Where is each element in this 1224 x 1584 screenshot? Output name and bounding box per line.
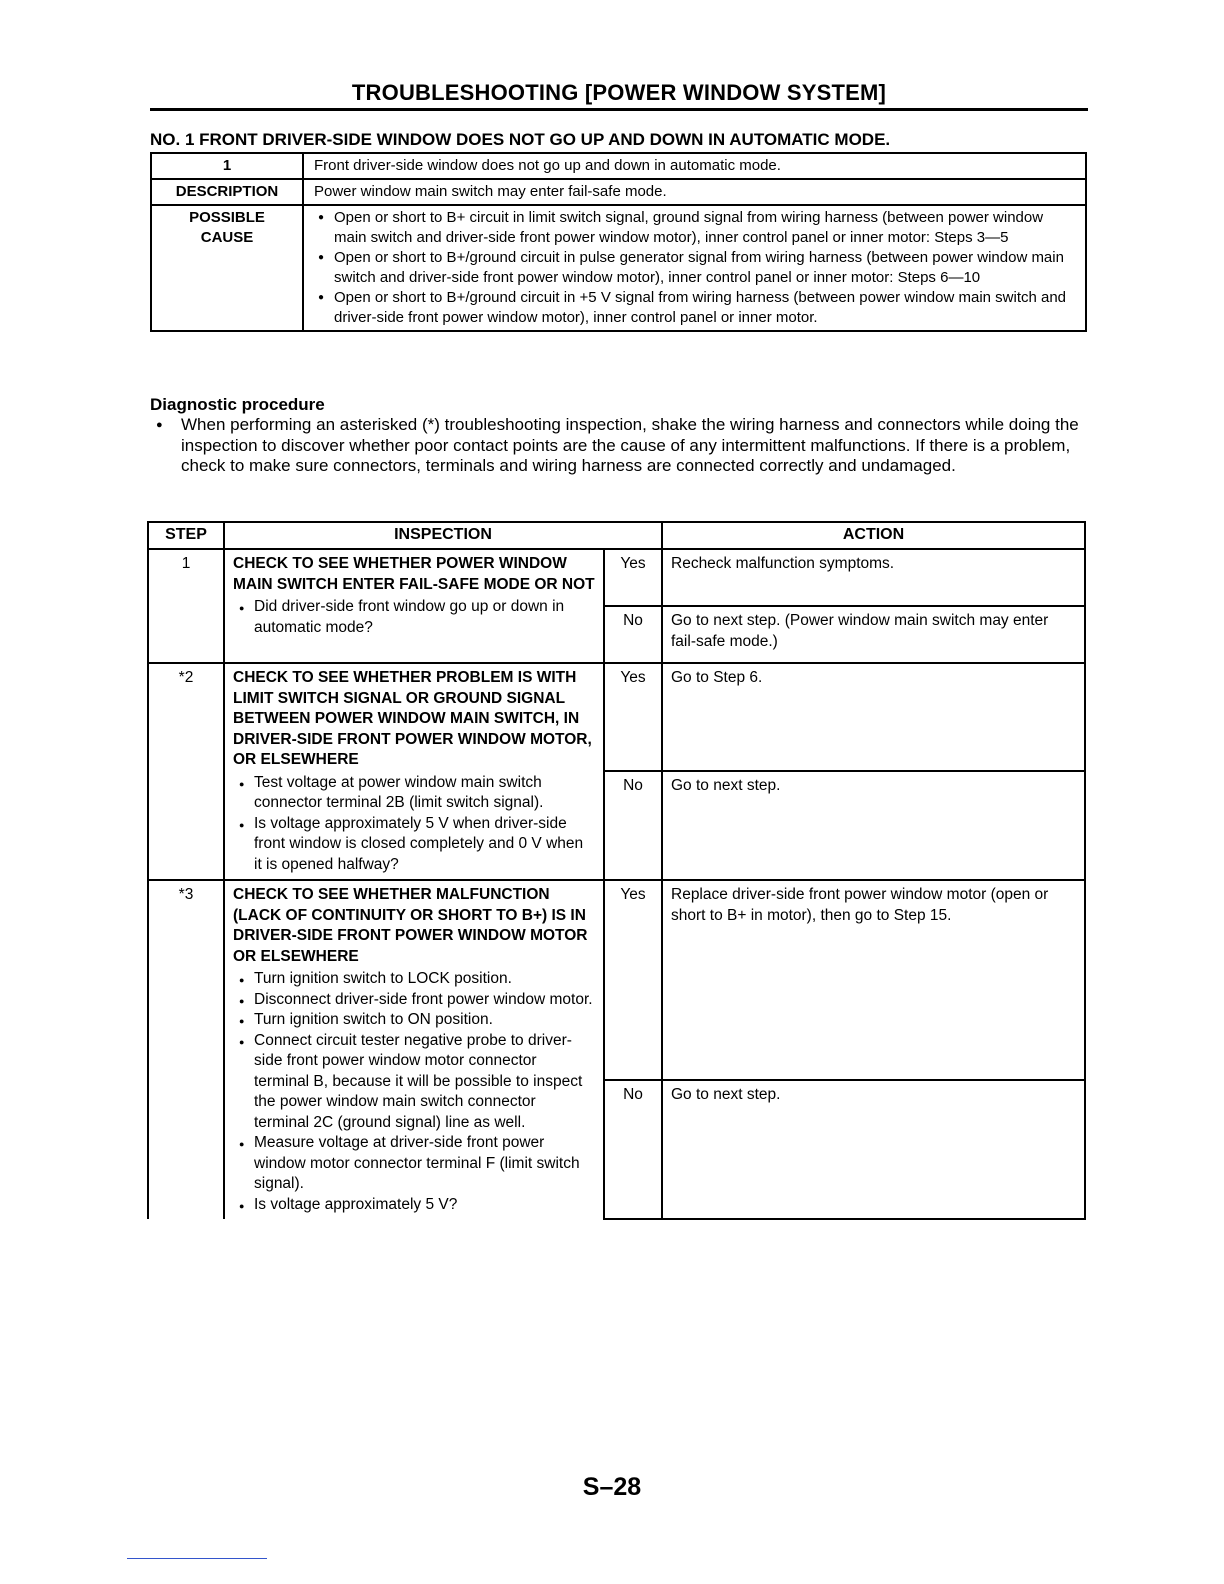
yes-action: Replace driver-side front power window motor (open or short to B+ in motor), then go to Step 15. [662, 880, 1085, 1080]
step-number: *3 [148, 880, 224, 1219]
summary-row-description [151, 179, 1086, 205]
inspection-bullet: ● Did driver-side front window go up or down in automatic mode? [233, 597, 595, 638]
possible-cause-label [151, 205, 303, 331]
possible-cause-label-line1: POSSIBLE [189, 209, 265, 226]
yes-label: Yes [604, 880, 662, 1080]
table-row [148, 880, 1085, 1080]
description-text: Power window main switch may enter fail-safe mode. [303, 179, 1086, 205]
inspection-bullet: ● Measure voltage at driver-side front power window motor connector terminal F (limit switch signal). [233, 1133, 595, 1195]
header-inspection: INSPECTION [224, 522, 662, 549]
header-action: ACTION [662, 522, 1085, 549]
inspection-bullet: ● Turn ignition switch to LOCK position. [233, 969, 595, 990]
yes-action: Go to Step 6. [662, 663, 1085, 771]
inspection-bullets [233, 773, 595, 876]
inspection-bullet: ● Connect circuit tester negative probe to driver-side front power window motor connector terminal B, because it will be possible to inspect the power window main switch connector terminal 2C (ground signal) line as well. [233, 1031, 595, 1134]
yes-label: Yes [604, 663, 662, 771]
diagnostic-note: ● When performing an asterisked (*) troubleshooting inspection, shake the wiring harness and connectors while doing the inspection to discover whether poor contact points are the cause of any intermittent malfunctions. If there is a problem, check to make sure connectors, terminals and wiring harness are connected correctly and undamaged. [150, 415, 1088, 477]
inspection-bullet: ● Is voltage approximately 5 V? [233, 1195, 595, 1216]
inspection-title: CHECK TO SEE WHETHER POWER WINDOW MAIN SWITCH ENTER FAIL-SAFE MODE OR NOT [233, 555, 595, 593]
summary-row-possible-cause [151, 205, 1086, 331]
summary-number-text: Front driver-side window does not go up and down in automatic mode. [303, 153, 1086, 179]
no-label: No [604, 1080, 662, 1219]
summary-row-number [151, 153, 1086, 179]
summary-number-label: 1 [151, 153, 303, 179]
inspection-title: CHECK TO SEE WHETHER MALFUNCTION (LACK OF CONTINUITY OR SHORT TO B+) IS IN DRIVER-SIDE FRONT POWER WINDOW MOTOR OR ELSEWHERE [233, 886, 588, 965]
table-row [148, 549, 1085, 606]
inspection-bullet: ● Turn ignition switch to ON position. [233, 1010, 595, 1031]
step-number: *2 [148, 663, 224, 880]
possible-cause-list-cell [303, 205, 1086, 331]
steps-header-row [148, 522, 1085, 549]
section-heading: NO. 1 FRONT DRIVER-SIDE WINDOW DOES NOT GO UP AND DOWN IN AUTOMATIC MODE. [150, 130, 891, 149]
no-label: No [604, 771, 662, 880]
inspection-cell [224, 880, 604, 1219]
summary-table [150, 152, 1087, 332]
inspection-bullet: ● Is voltage approximately 5 V when driver-side front window is closed completely and 0 V when it is opened halfway? [233, 814, 595, 876]
no-label: No [604, 606, 662, 663]
possible-cause-list [314, 208, 1079, 328]
step-number: 1 [148, 549, 224, 663]
diagnostic-notes [150, 415, 1088, 477]
inspection-title: CHECK TO SEE WHETHER PROBLEM IS WITH LIMIT SWITCH SIGNAL OR GROUND SIGNAL BETWEEN POWER WINDOW MAIN SWITCH, IN DRIVER-SIDE FRONT POWER WINDOW MOTOR, OR ELSEWHERE [233, 669, 592, 768]
footer-rule [127, 1558, 267, 1559]
no-action: Go to next step. [662, 1080, 1085, 1219]
diagnostic-heading: Diagnostic procedure [150, 395, 325, 414]
inspection-bullets [233, 597, 595, 638]
possible-cause-item: ● Open or short to B+/ground circuit in +5 V signal from wiring harness (between power window main switch and driver-side front power window motor), inner control panel or inner motor. [314, 288, 1079, 328]
steps-table [147, 521, 1086, 1220]
inspection-cell [224, 663, 604, 880]
page-number: S–28 [582, 1473, 642, 1501]
possible-cause-item: ● Open or short to B+/ground circuit in pulse generator signal from wiring harness (between power window main switch and driver-side front power window motor), inner control panel or inner motor: Steps 6—10 [314, 248, 1079, 288]
yes-action: Recheck malfunction symptoms. [662, 549, 1085, 606]
possible-cause-label-line2: CAUSE [200, 229, 254, 246]
table-row [148, 663, 1085, 771]
inspection-cell [224, 549, 604, 663]
header-step: STEP [148, 522, 224, 549]
inspection-bullet: ● Test voltage at power window main switch connector terminal 2B (limit switch signal). [233, 773, 595, 814]
inspection-bullets [233, 969, 595, 1215]
title-rule [150, 108, 1088, 111]
page-title: TROUBLESHOOTING [POWER WINDOW SYSTEM] [351, 80, 887, 105]
possible-cause-item: ● Open or short to B+ circuit in limit switch signal, ground signal from wiring harness (between power window main switch and driver-side front power window motor), inner control panel or inner motor: Steps 3—5 [314, 208, 1079, 248]
yes-label: Yes [604, 549, 662, 606]
no-action: Go to next step. (Power window main switch may enter fail-safe mode.) [662, 606, 1085, 663]
inspection-bullet: ● Disconnect driver-side front power window motor. [233, 990, 595, 1011]
description-label: DESCRIPTION [151, 179, 303, 205]
no-action: Go to next step. [662, 771, 1085, 880]
